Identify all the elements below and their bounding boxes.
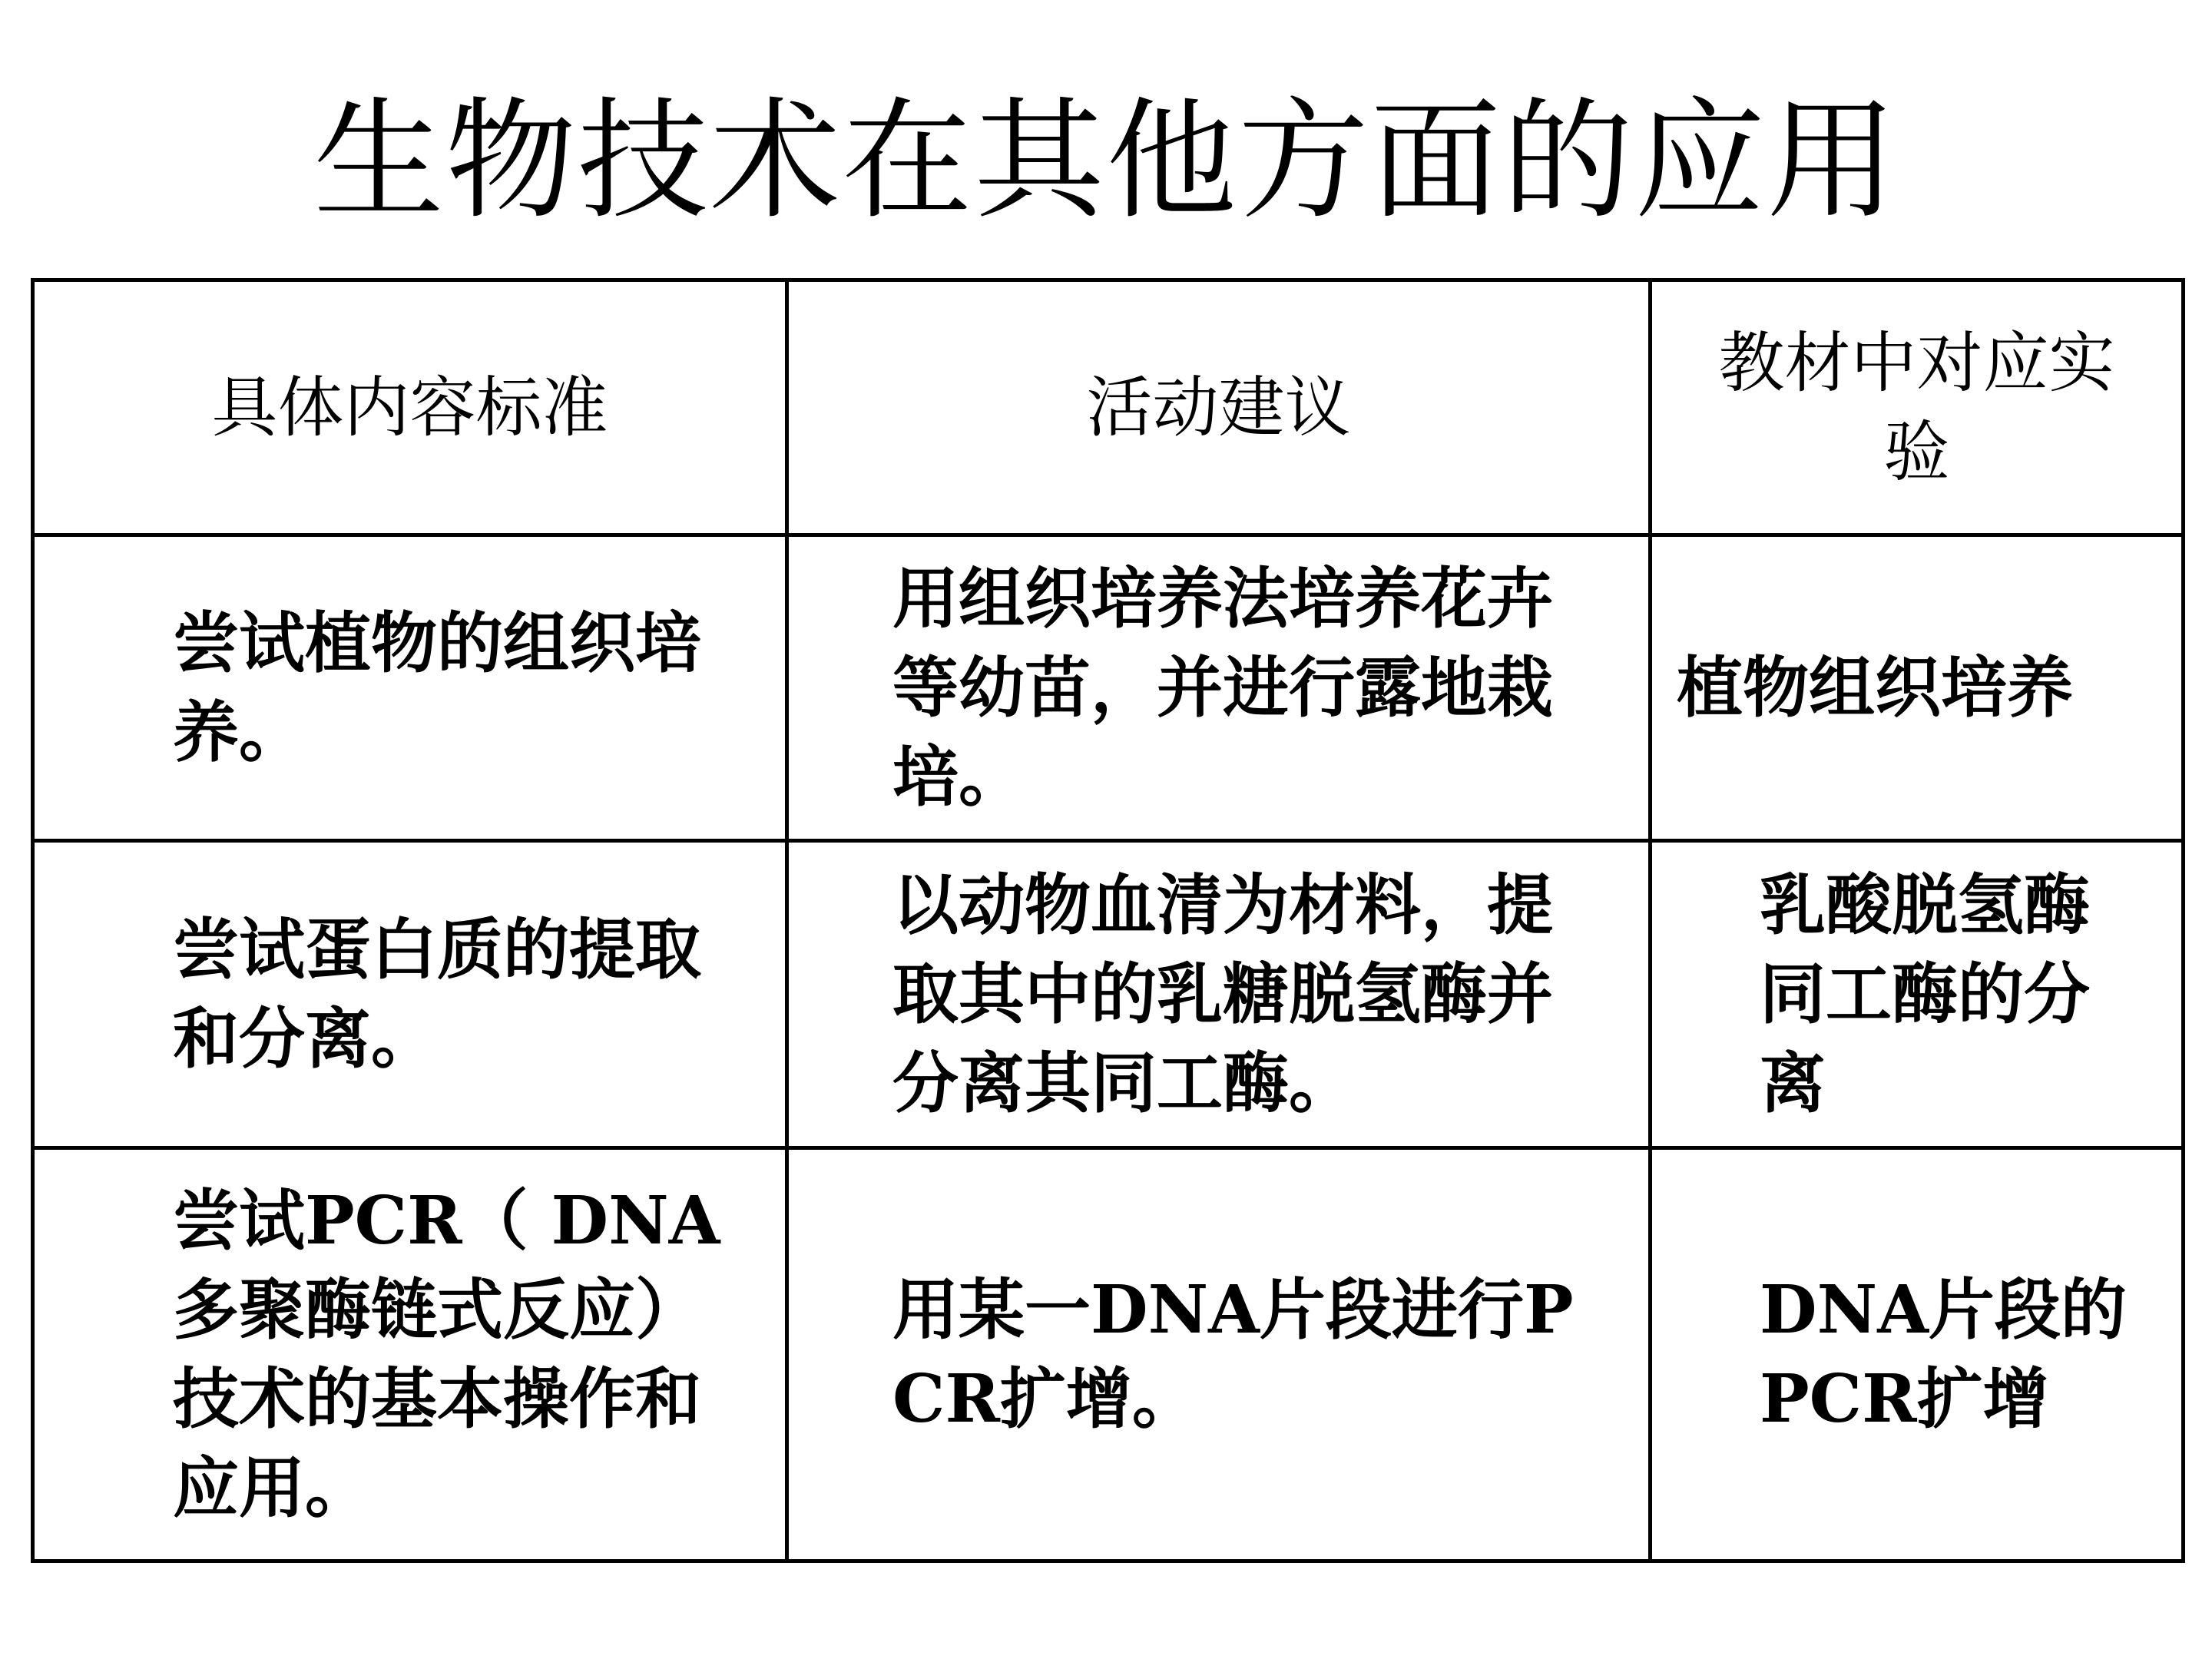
experiment-text: DNA片段的PCR扩增 bbox=[1760, 1270, 2127, 1438]
header-cell-standard bbox=[33, 280, 787, 535]
table-row bbox=[33, 1148, 2184, 1561]
experiment-cell bbox=[1651, 535, 2184, 841]
table-row bbox=[33, 535, 2184, 841]
activity-text: 用组织培养法培养花卉等幼苗，并进行露地栽培。 bbox=[892, 559, 1553, 816]
table-header-row bbox=[33, 280, 2184, 535]
experiment-text: 植物组织培养 bbox=[1677, 648, 2073, 727]
header-cell-experiment bbox=[1651, 280, 2184, 535]
table-row bbox=[33, 841, 2184, 1148]
activity-cell bbox=[787, 535, 1651, 841]
activity-text: 用某一DNA片段进行PCR扩增。 bbox=[892, 1270, 1574, 1438]
standard-cell bbox=[33, 841, 787, 1148]
standard-text: 尝试蛋白质的提取和分离。 bbox=[173, 910, 701, 1078]
activity-cell bbox=[787, 1148, 1651, 1561]
experiment-cell bbox=[1651, 841, 2184, 1148]
experiment-text: 乳酸脱氢酶同工酶的分离 bbox=[1760, 866, 2090, 1122]
activity-text: 以动物血清为材料，提取其中的乳糖脱氢酶并分离其同工酶。 bbox=[892, 866, 1553, 1122]
standards-table bbox=[31, 278, 2185, 1563]
standard-cell bbox=[33, 1148, 787, 1561]
standard-cell bbox=[33, 535, 787, 841]
header-experiment-label: 教材中对应实验 bbox=[1718, 324, 2115, 491]
activity-cell bbox=[787, 841, 1651, 1148]
page-title: 生物技术在其他方面的应用 bbox=[313, 85, 1899, 237]
standard-text: 尝试PCR（ DNA多聚酶链式反应）技术的基本操作和应用。 bbox=[173, 1181, 720, 1527]
header-activity-label: 活动建议 bbox=[1086, 369, 1351, 446]
experiment-cell bbox=[1651, 1148, 2184, 1561]
header-standard-label: 具体内容标准 bbox=[211, 369, 608, 446]
standard-text: 尝试植物的组织培养。 bbox=[173, 604, 701, 771]
header-cell-activity bbox=[787, 280, 1651, 535]
